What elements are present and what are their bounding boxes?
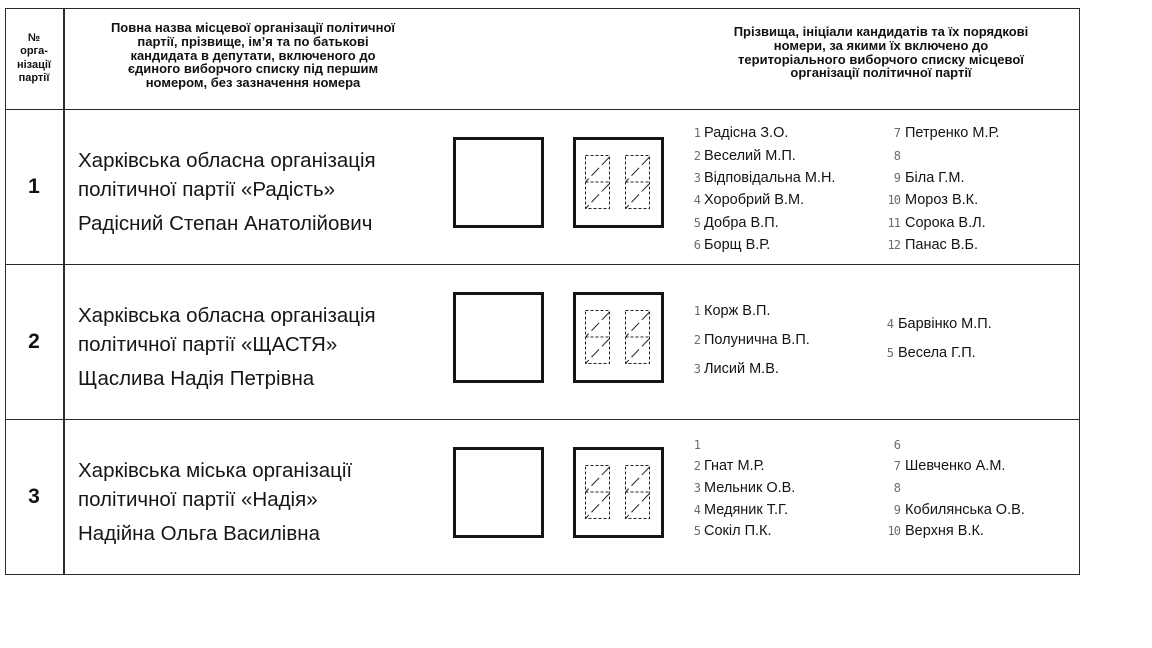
candidate-item [878, 212, 999, 234]
candidate-name: Хоробрий В.М. [704, 192, 805, 209]
candidate-item [686, 520, 795, 542]
candidate-name: Верхня В.К. [905, 523, 984, 540]
candidate-item [878, 234, 999, 256]
candidate-item [686, 234, 835, 256]
header-text-line: територіального виборчого списку місцевої [738, 51, 1024, 67]
candidate-name: Медяник Т.Г. [704, 501, 789, 518]
candidate-number: 2 [693, 459, 700, 474]
candidate-number: 7 [893, 126, 900, 141]
candidate-item [686, 296, 810, 325]
candidate-item [878, 456, 1025, 478]
candidate-item [686, 122, 835, 144]
candidate-name: Добра В.П. [704, 214, 779, 231]
party-leader: Радісний Степан Анатолійович [78, 212, 373, 235]
vote-checkbox[interactable] [453, 447, 544, 538]
candidate-item [878, 167, 999, 189]
candidate-name: Полунична В.П. [704, 331, 810, 348]
candidate-number-field[interactable] [573, 137, 664, 228]
candidate-name: Лисий М.В. [704, 360, 779, 377]
candidate-number: 8 [893, 148, 900, 163]
candidate-name: Веселий М.П. [704, 147, 796, 164]
candidate-item [686, 499, 795, 521]
party-org-name: політичної партії «Радість» [78, 178, 336, 201]
candidate-number: 3 [693, 480, 700, 495]
header-text-line: кандидата в депутати, включеного до [130, 47, 376, 63]
party-org-name: Харківська міська організації [78, 459, 353, 482]
candidate-number: 11 [887, 215, 900, 230]
candidate-list-right [871, 309, 992, 367]
party-row [5, 109, 1079, 264]
candidate-list-left [686, 296, 810, 383]
candidate-name: Панас В.Б. [905, 237, 979, 254]
header-party-name [53, 21, 453, 90]
header-text-line: Прізвища, ініціали кандидатів та їх порядкові [733, 24, 1029, 39]
header-text-line: номером, без зазначення номера [145, 75, 361, 91]
party-row [5, 419, 1079, 574]
candidate-list-left [686, 434, 795, 542]
candidate-list-right [878, 434, 1025, 542]
candidate-number: 2 [693, 332, 700, 347]
candidate-number: 12 [887, 238, 900, 253]
candidate-number: 8 [893, 480, 900, 495]
candidate-name: Сорока В.Л. [905, 214, 986, 231]
candidate-name: Біла Г.М. [905, 169, 965, 186]
candidate-number: 5 [886, 345, 893, 360]
candidate-item [686, 477, 795, 499]
candidate-name: Сокіл П.К. [704, 523, 772, 540]
candidate-name: Відповідальна М.Н. [704, 169, 836, 186]
candidate-item [686, 212, 835, 234]
candidate-item [871, 338, 992, 367]
candidate-number: 6 [893, 437, 900, 452]
candidate-number: 9 [893, 170, 900, 185]
candidate-number: 4 [693, 193, 700, 208]
header-text-line: єдиного виборчого списку під першим [127, 61, 379, 77]
candidate-item [686, 144, 835, 166]
candidate-number-field[interactable] [573, 447, 664, 538]
candidate-item [878, 520, 1025, 542]
header-text-line: партії, прізвище, ім’я та по батькові [137, 33, 369, 49]
party-leader: Щаслива Надія Петрівна [78, 367, 315, 390]
candidate-number: 9 [893, 502, 900, 517]
digit-template-icon [573, 137, 664, 228]
party-org-name: політичної партії «Надія» [78, 488, 318, 511]
candidate-name: Корж В.П. [704, 302, 771, 319]
candidate-name: Мельник О.В. [704, 479, 796, 496]
candidate-list-right [878, 122, 999, 256]
party-org-name: Харківська обласна організація [78, 304, 376, 327]
candidate-item [686, 456, 795, 478]
candidate-item [686, 167, 835, 189]
party-info [78, 301, 376, 393]
party-org-name: політичної партії «ЩАСТЯ» [78, 333, 338, 356]
header-text-line: Повна назва місцевої організації політичної [110, 20, 396, 35]
candidate-item [686, 434, 795, 456]
candidate-item [871, 309, 992, 338]
candidate-number: 3 [693, 170, 700, 185]
candidate-number: 4 [693, 502, 700, 517]
candidate-number: 5 [693, 524, 700, 539]
candidate-number: 10 [887, 524, 900, 539]
header-text-line: орга- [20, 45, 48, 57]
candidate-number: 3 [693, 361, 700, 376]
party-row [5, 264, 1079, 419]
vote-checkbox[interactable] [453, 137, 544, 228]
candidate-name: Гнат М.Р. [704, 458, 765, 475]
party-number: 2 [28, 329, 40, 353]
candidate-name: Барвінко М.П. [898, 315, 992, 332]
vote-checkbox[interactable] [453, 292, 544, 383]
candidate-item [878, 122, 999, 144]
candidate-number: 4 [886, 316, 893, 331]
candidate-name: Мороз В.К. [905, 192, 979, 209]
party-leader: Надійна Ольга Василівна [78, 522, 320, 545]
header-text-line: партії [18, 72, 50, 84]
party-info [78, 456, 352, 548]
candidate-name: Борщ В.Р. [704, 237, 771, 254]
candidate-number: 5 [693, 215, 700, 230]
candidate-name: Петренко М.Р. [905, 125, 1000, 142]
header-text-line: організації політичної партії [790, 65, 972, 81]
candidate-list-left [686, 122, 835, 256]
candidate-number: 2 [693, 148, 700, 163]
candidate-name: Радісна З.О. [704, 125, 789, 142]
candidate-item [878, 189, 999, 211]
header-text-line: номери, за якими їх включено до [773, 37, 989, 53]
candidate-item [878, 477, 1025, 499]
digit-template-icon [573, 292, 664, 383]
candidate-number: 10 [887, 193, 900, 208]
candidate-item [686, 325, 810, 354]
candidate-number: 1 [693, 303, 700, 318]
candidate-item [686, 354, 810, 383]
candidate-number: 6 [693, 238, 700, 253]
party-org-name: Харківська обласна організація [78, 149, 376, 172]
digit-template-icon [573, 447, 664, 538]
party-number: 1 [28, 174, 40, 198]
party-info [78, 146, 376, 238]
candidate-number: 7 [893, 459, 900, 474]
candidate-number: 1 [693, 437, 700, 452]
candidate-item [878, 144, 999, 166]
candidate-name: Шевченко А.М. [905, 458, 1006, 475]
candidate-name: Кобилянська О.В. [905, 501, 1025, 518]
candidate-item [686, 189, 835, 211]
candidate-item [878, 434, 1025, 456]
candidate-name: Весела Г.П. [898, 344, 976, 361]
candidate-number-field[interactable] [573, 292, 664, 383]
header-candidates [681, 25, 1081, 80]
header-text-line: нізації [16, 58, 52, 71]
party-number: 3 [28, 484, 40, 508]
header-text-line: № [27, 31, 41, 44]
candidate-item [878, 499, 1025, 521]
candidate-number: 1 [693, 126, 700, 141]
